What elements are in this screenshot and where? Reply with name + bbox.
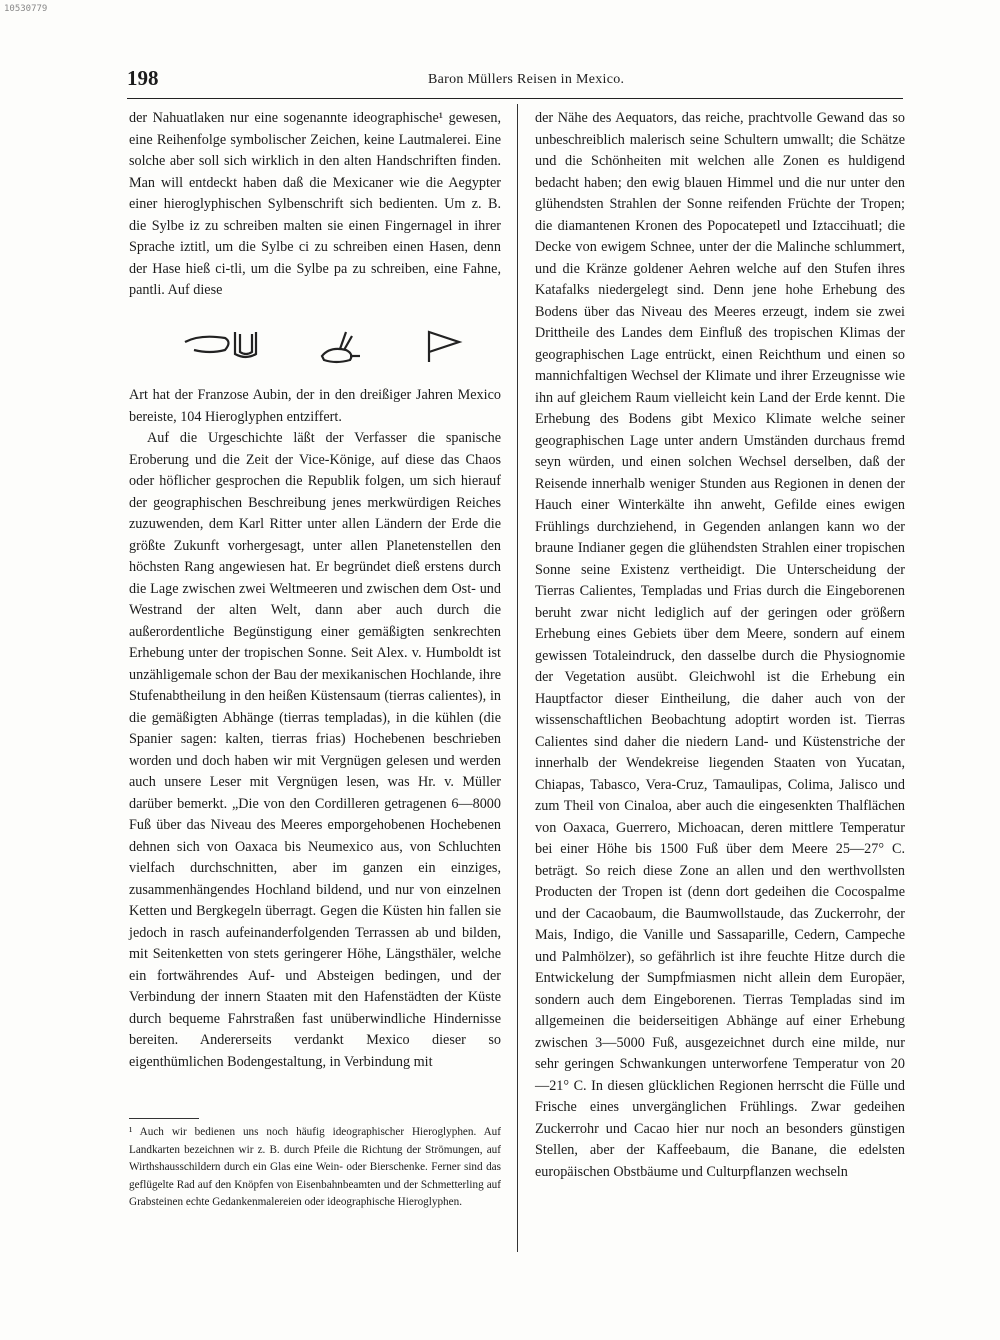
header-rule — [127, 98, 903, 99]
column-divider — [517, 104, 518, 1252]
paragraph-aubin: Art hat der Franzose Aubin, der in den dreißiger Jahren Mexico bereiste, 104 Hieroglyphen entziffert. — [129, 387, 501, 425]
fingernail-glyph-icon — [185, 332, 256, 357]
footnote: ¹ Auch wir bedienen uns noch häufig ideographischer Hieroglyphen. Auf Landkarten bezeichnen wir z. B. durch Pfeile die Richtung der Strömungen, auf Wirthshausschildern durch ein Glas eine Wein- oder Bierschenke. Ferner sind das geflügelte Rad auf den Knöpfen von Eisenbahnbeamten und der Schmetterling auf Grabsteinen echte Gedankenmalereien oder ideographische Hieroglyphen. — [129, 1126, 501, 1208]
scan-id: 10530779 — [4, 4, 48, 14]
right-column-text: der Nähe des Aequators, das reiche, prachtvolle Gewand das so unbeschreiblich malerisch seine Schultern umwallt; die Schätze und die Schönheiten mit welchen alle Zonen es huldigend bedacht haben; den ewig blauen Himmel und die nur unter den glühendsten Strahlen der Sonne reifenden Früchte der Tropen; die diamantenen Kronen des Popocatepetl und Iztaccihuatl; die Decke von ewigem Schnee, unter der die Malinche schlummert, und die Kränze goldener Aehren welche auf den Stufen ihres Katafalks niedergelegt sind. Denn jene hohe Erhebung des Bodens über das Niveau des Meeres erzeugt, indem sie zwei Drittheile des Landes dem Einfluß des tropischen Klimas der geographischen Lage entrückt, einen Reichthum und einen so mannichfaltigen Wechsel der Klimate und ihrer Erzeugnisse wie ihn auf gleichem Raum vielleicht kein Land der Erde kennt. Die Erhebung des Bodens gibt Mexico Klimate welche seiner geographischen Lage unter andern Umständen durchaus fremd seyn würden, und einen solchen Wechsel derselben, daß der Reisende innerhalb weniger Stunden aus Regionen in denen der Hauch einer Winterkälte ihn anweht, Gefilde eines ewigen Frühlings durchziehend, in Gegenden anlangen kann wo der braune Indianer gegen die glühendsten Strahlen einer tropischen Sonne seine Existenz vertheidigt. Die Unterscheidung der Tierras Calientes, Templadas und Frias durch die Eingeborenen beruht zwar nicht lediglich auf der geringen oder größern Erhebung eines Gebiets über dem Meere, sondern auf einem gewissen Totaleindruck, den dasselbe durch die Physiognomie der Vegetation ausübt. Gleichwohl ist die Erhebung ein Hauptfactor dieser Eintheilung, die daher auch von der wissenschaftlichen Beobachtung adoptirt worden ist. Tierras Calientes sind daher die niedern Land- und Küstenstriche der innerhalb der Wendekreise liegenden Staaten von Yucatan, Chiapas, Tabasco, Vera-Cruz, Tamaulipas, Colima, Jalisco und zum Theil von Cinaloa, aber auch die eingesenkten Thalflächen von Oaxaca, Guerrero, Michoacan, deren mittlere Temperatur bei einer Höhe bis 1500 Fuß über dem Meere 25—27° C. beträgt. So reich diese Zone an allen und den werthvollsten Producten der Tropen ist (denn dort gedeihen die Cocospalme und der Cacaobaum, die Baumwollstaude, das Zuckerrohr, der Mais, Indigo, die Vanille und Sassaparille, Cedern, Campeche und Palmhölzer), so gefährlich ist ihre feuchte Hitze durch die Entwickelung der Sumpfmiasmen nicht allein dem Europäer, sondern auch dem Eingeborenen. Tierras Templadas sind im allgemeinen die beiderseitigen Abhänge auf einer Erhebung zwischen 3—5000 Fuß, ausgezeichnet durch eine milde, nur sehr geringen Schwankungen unterworfene Temperatur von 20—21° C. In diesen glücklichen Regionen herrscht die Fülle und Frische eines unvergänglichen Frühlings. Zwar gedeihen Zuckerrohr und Cacao hier nur noch an besonders günstigen Stellen, aber der Kaffeebaum, die Banane, die edelsten europäischen Obstbäume und Culturpflanzen wechseln — [535, 110, 905, 1180]
hare-glyph-icon — [322, 332, 360, 362]
footnote-rule — [129, 1118, 199, 1119]
running-head: Baron Müllers Reisen in Mexico. — [428, 72, 625, 87]
paragraph-urgeschichte: Auf die Urgeschichte läßt der Verfasser die spanische Eroberung und die Zeit der Vice-Könige, auf diese das Chaos oder höflicher gesprochen die Republik folgen, um sich hierauf der geographischen Beschreibung jenes merkwürdigen Reiches zuzuwenden, dem Karl Ritter unter allen Ländern der Erde die größte Zukunft vorhergesagt, unter allen Planetenstellen den höchsten Rang angewiesen hat. Er begründet dieß erstens durch die Lage zwischen zwei Weltmeeren und zwischen dem Ost- und Westrand der alten Welt, dann aber auch durch die außerordentliche Begünstigung einer gemäßigten senkrechten Erhebung unter der tropischen Sonne. Seit Alex. v. Humboldt ist unzähligemale schon der Bau der mexikanischen Hochlande, ihre Stufenabtheilung in den heißen Küstensaum (tierras calientes), in die gemäßigten Abhänge (tierras templadas), in die kühlen (die Spanier sagen: kalten, tierras frias) Hochebenen beschrieben worden und doch haben wir mit Vergnügen gelesen und werden auch unsere Leser mit Vergnügen lesen, was Hr. v. Müller darüber bemerkt. „Die von den Cordilleren getragenen 6—8000 Fuß über das Niveau des Meeres emporgehobenen Hochebenen dehnen sich von Oaxaca bis Neumexico aus, von Schluchten vielfach durchschnitten, aber im ganzen ein einziges, zusammenhängendes Hochland bildend, und nur von einzelnen Ketten und Bergkegeln überragt. Gegen die Küsten hin fallen sie jedoch in rasch aufeinanderfolgenden Terrassen ab und bilden, mit Seitenketten von stets geringerer Höhe, Längsthäler, welche ein fortwährendes Auf- und Absteigen bedingen, und der Verbindung der innern Staaten mit den Hafenstädten der Küste durch bequeme Fahrstraßen fast unüberwindliche Hindernisse bereiten. Andererseits verdankt Mexico dieser so eigenthümlichen Bodengestaltung, in Verbindung mit — [129, 430, 501, 1070]
left-column-top-text: der Nahuatlaken nur eine sogenannte ideographische¹ gewesen, eine Reihenfolge symbolischer Zeichen, keine Lautmalerei. Eine solche aber soll sich wirklich in den alten Handschriften finden. Man will entdeckt haben daß die Mexicaner wie die Aegypter einer hieroglyphischen Sylbenschrift sich bedienten. Um z. B. die Sylbe iz zu schreiben malten sie einen Fingernagel in ihrer Sprache iztitl, um die Sylbe ci zu schreiben einen Hasen, denn der Hase hieß ci-tli, um die Sylbe pa zu schreiben, eine Fahne, pantli. Auf diese — [129, 110, 501, 298]
page-number: 198 — [127, 66, 159, 90]
right-column — [535, 108, 905, 1183]
left-column-bottom — [129, 385, 501, 1073]
left-column-top — [129, 108, 501, 302]
flag-glyph-icon — [429, 332, 459, 362]
hieroglyph-illustration — [180, 320, 480, 370]
